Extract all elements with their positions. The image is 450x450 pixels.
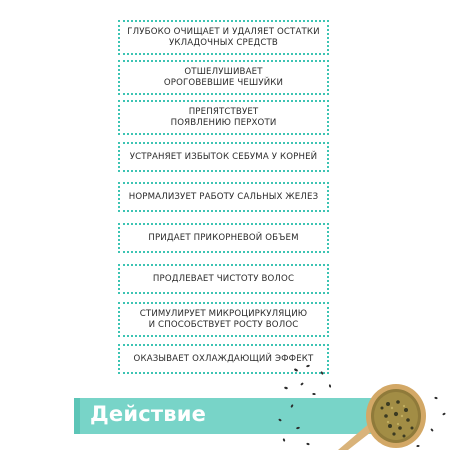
spoon-with-seeds-image bbox=[268, 358, 450, 450]
benefit-box-5 bbox=[118, 182, 329, 212]
benefit-text-3: ПРЕПЯТСТВУЕТ ПОЯВЛЕНИЮ ПЕРХОТИ bbox=[170, 106, 277, 128]
section-title: Действие bbox=[90, 402, 207, 426]
benefit-text-7: ПРОДЛЕВАЕТ ЧИСТОТУ ВОЛОС bbox=[152, 273, 295, 284]
benefit-text-4: УСТРАНЯЕТ ИЗБЫТОК СЕБУМА У КОРНЕЙ bbox=[129, 151, 318, 162]
benefit-text-9: ОКАЗЫВАЕТ ОХЛАЖДАЮЩИЙ ЭФФЕКТ bbox=[133, 353, 314, 364]
benefit-text-1: ГЛУБОКО ОЧИЩАЕТ И УДАЛЯЕТ ОСТАТКИ УКЛАДОЧНЫХ СРЕДСТВ bbox=[127, 26, 320, 48]
section-banner-stripe bbox=[74, 398, 80, 434]
benefit-box-1 bbox=[118, 20, 329, 55]
benefit-box-4 bbox=[118, 142, 329, 172]
benefit-box-2 bbox=[118, 60, 329, 95]
benefit-box-7 bbox=[118, 264, 329, 294]
benefit-text-2: ОТШЕЛУШИВАЕТ ОРОГОВЕВШИЕ ЧЕШУЙКИ bbox=[163, 66, 284, 88]
benefit-text-8: СТИМУЛИРУЕТ МИКРОЦИРКУЛЯЦИЮ И СПОСОБСТВУЕТ РОСТУ ВОЛОС bbox=[139, 308, 308, 330]
benefit-text-5: НОРМАЛИЗУЕТ РАБОТУ САЛЬНЫХ ЖЕЛЕЗ bbox=[128, 191, 319, 202]
benefit-box-6 bbox=[118, 223, 329, 253]
benefit-box-3 bbox=[118, 100, 329, 135]
benefit-box-8 bbox=[118, 302, 329, 337]
benefit-text-6: ПРИДАЕТ ПРИКОРНЕВОЙ ОБЪЕМ bbox=[148, 232, 299, 243]
